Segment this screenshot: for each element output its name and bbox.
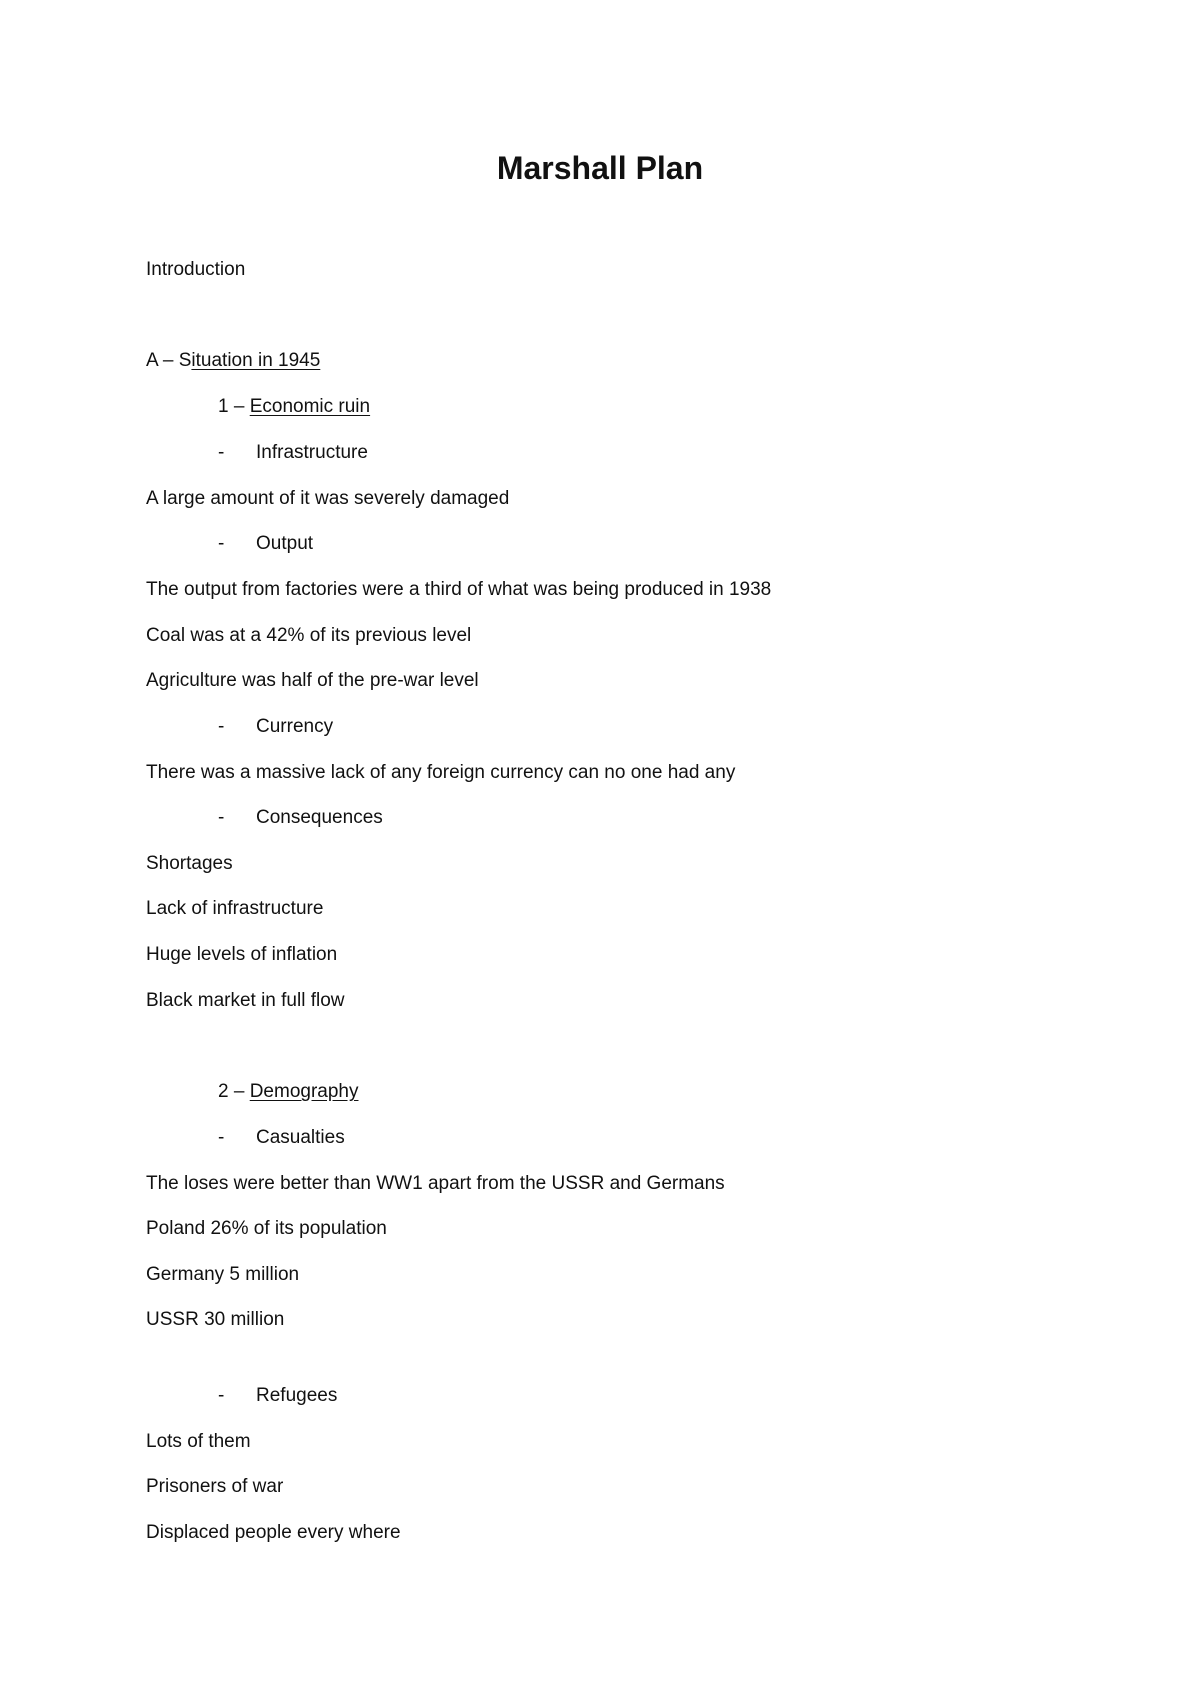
text-line: Coal was at a 42% of its previous level — [146, 625, 472, 646]
text-line: There was a massive lack of any foreign currency can no one had any — [146, 762, 736, 783]
part2-title: Demography — [249, 1081, 359, 1102]
text-line: Poland 26% of its population — [146, 1218, 387, 1239]
text-line: Shortages — [146, 853, 233, 874]
text-line: Agriculture was half of the pre-war level — [146, 670, 479, 691]
bullet-dash: - — [218, 533, 225, 554]
text-line: Huge levels of inflation — [146, 944, 338, 965]
bullet-label-consequences: Consequences — [256, 807, 383, 828]
section-a-title: ituation in 1945 — [191, 350, 321, 371]
text-line: Prisoners of war — [146, 1476, 284, 1497]
bullet-dash: - — [218, 1127, 225, 1148]
part1-heading — [218, 395, 370, 419]
bullet-label-casualties: Casualties — [256, 1127, 345, 1148]
document-title: Marshall Plan — [496, 150, 704, 186]
bullet-infrastructure — [218, 441, 224, 465]
bullet-dash: - — [218, 442, 225, 463]
bullet-label-refugees: Refugees — [256, 1385, 338, 1406]
part2-prefix: 2 – — [218, 1081, 250, 1102]
bullet-dash: - — [218, 1385, 225, 1406]
bullet-casualties — [218, 1126, 224, 1150]
text-line: The loses were better than WW1 apart from the USSR and Germans — [146, 1173, 725, 1194]
section-a-prefix: A – S — [146, 350, 192, 371]
bullet-label-currency: Currency — [256, 716, 334, 737]
bullet-label-output: Output — [256, 533, 314, 554]
bullet-consequences — [218, 806, 224, 830]
text-line: Black market in full flow — [146, 990, 345, 1011]
part2-heading — [218, 1080, 358, 1104]
bullet-output — [218, 532, 224, 556]
bullet-label-infrastructure: Infrastructure — [256, 442, 368, 463]
text-line: The output from factories were a third of what was being produced in 1938 — [146, 579, 772, 600]
text-line: Lack of infrastructure — [146, 898, 324, 919]
text-line: Lots of them — [146, 1431, 251, 1452]
bullet-dash: - — [218, 807, 225, 828]
text-line: USSR 30 million — [146, 1309, 285, 1330]
part1-prefix: 1 – — [218, 396, 250, 417]
text-line: Displaced people every where — [146, 1522, 401, 1543]
part1-title: Economic ruin — [249, 396, 371, 417]
text-line: Germany 5 million — [146, 1264, 300, 1285]
bullet-refugees — [218, 1384, 224, 1408]
introduction-heading: Introduction — [146, 259, 246, 280]
bullet-currency — [218, 715, 224, 739]
section-a-heading — [146, 349, 320, 373]
text-line: A large amount of it was severely damaged — [146, 488, 510, 509]
bullet-dash: - — [218, 716, 225, 737]
